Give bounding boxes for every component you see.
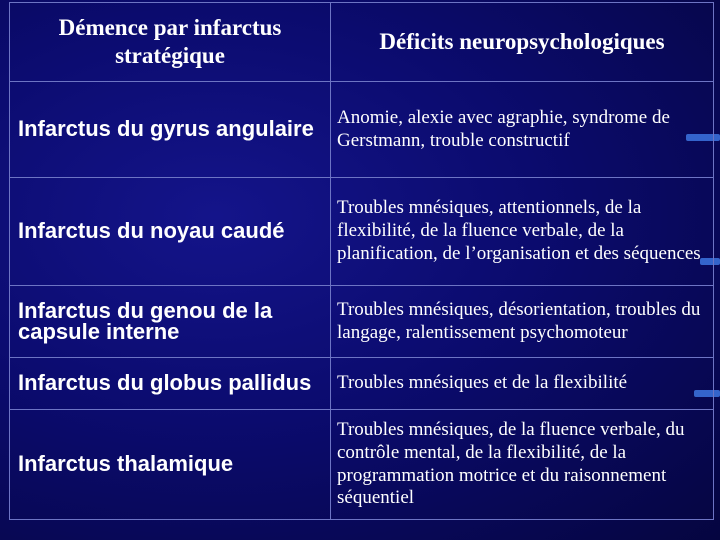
- table-row: [10, 178, 714, 286]
- infarct-deficit-table: [9, 2, 714, 520]
- table-row: [10, 286, 714, 358]
- table-row: [10, 82, 714, 178]
- deficits-cell: Troubles mnésiques et de la flexibilité: [331, 358, 714, 410]
- infarct-cell: Infarctus du genou de la capsule interne: [10, 286, 331, 358]
- infarct-cell: Infarctus thalamique: [10, 410, 331, 520]
- infarct-cell: Infarctus du globus pallidus: [10, 358, 331, 410]
- table-header-row: [10, 3, 714, 82]
- deficits-cell: Anomie, alexie avec agraphie, syndrome de Gerstmann, trouble constructif: [331, 82, 714, 178]
- infarct-cell: Infarctus du noyau caudé: [10, 178, 331, 286]
- table-row: [10, 358, 714, 410]
- header-col2: Déficits neuropsychologiques: [331, 3, 714, 82]
- table-row: [10, 410, 714, 520]
- header-col1: Démence par infarctus stratégique: [10, 3, 331, 82]
- deficits-cell: Troubles mnésiques, désorientation, troubles du langage, ralentissement psychomoteur: [331, 286, 714, 358]
- deficits-cell: Troubles mnésiques, attentionnels, de la flexibilité, de la fluence verbale, de la planification, de l’organisation et des séquences: [331, 178, 714, 286]
- infarct-cell: Infarctus du gyrus angulaire: [10, 82, 331, 178]
- deficits-cell: Troubles mnésiques, de la fluence verbale, du contrôle mental, de la flexibilité, de la programmation motrice et du raisonnement séquentiel: [331, 410, 714, 520]
